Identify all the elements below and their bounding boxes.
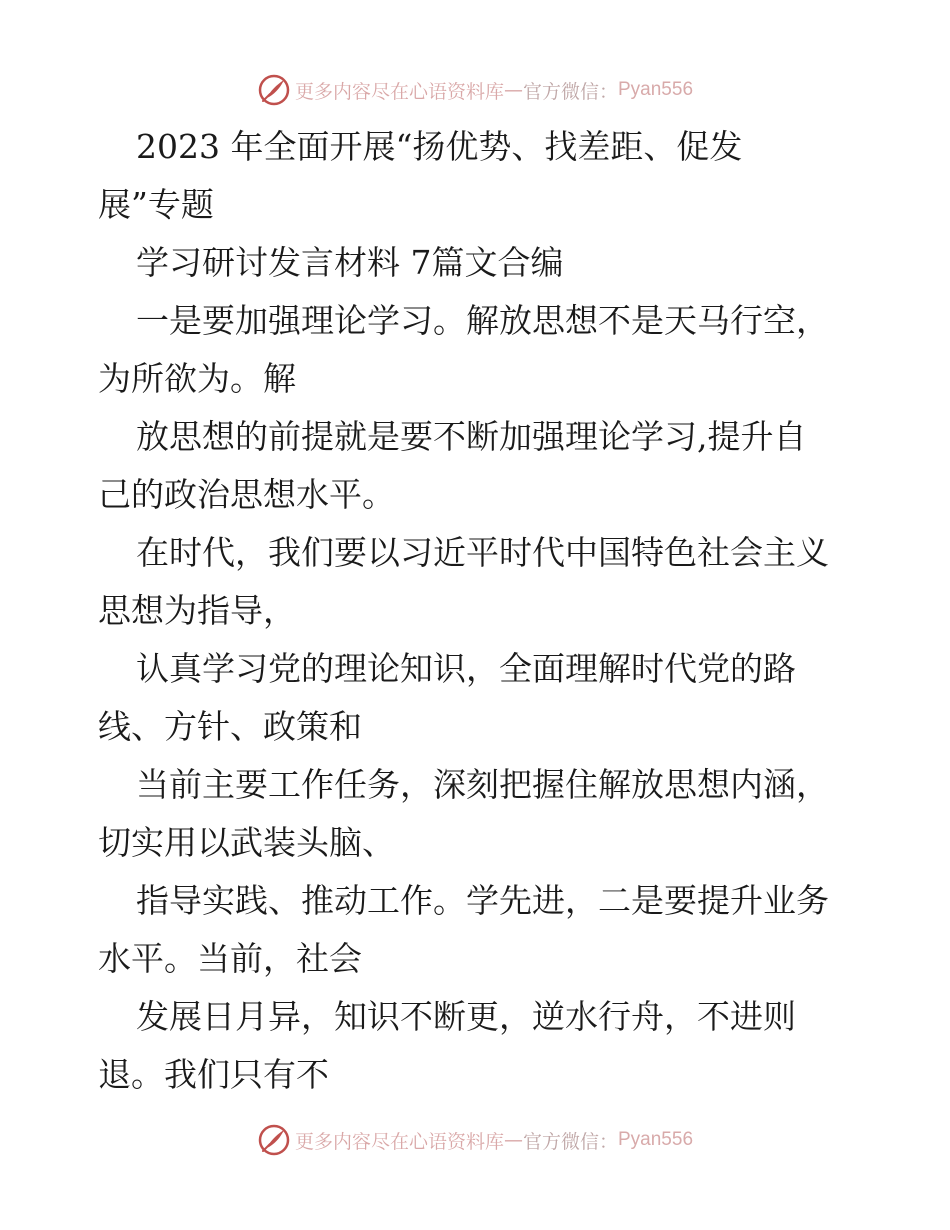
paragraph-line: 放思想的前提就是要不断加强理论学习,提升自 (136, 417, 807, 456)
banner-wechat-label: 官方微信： (522, 80, 618, 103)
doc-title-line-1: 2023 年全面开展“扬优势、找差距、促发 (136, 127, 743, 166)
doc-subtitle: 学习研讨发言材料 7篇文合编 (136, 243, 564, 282)
paragraph-line: 为所欲为。解 (98, 359, 296, 398)
quill-logo-icon (257, 73, 291, 107)
banner-brand-text: 更多内容尽在心语资料库 (294, 80, 504, 103)
paragraph-line: 退。我们只有不 (98, 1055, 329, 1094)
paragraph-line: 一是要加强理论学习。解放思想不是天马行空， (136, 301, 829, 340)
paragraph-line: 发展日月异，知识不断更，逆水行舟，不进则 (136, 997, 796, 1036)
quill-logo-icon (257, 1123, 291, 1157)
banner-separator: — (503, 1129, 523, 1151)
paragraph-line: 思想为指导， (98, 591, 296, 630)
paragraph-line: 在时代，我们要以习近平时代中国特色社会主义 (136, 533, 829, 572)
doc-title-line-2: 展”专题 (98, 185, 214, 224)
paragraph-line: 指导实践、推动工作。学先进，二是要提升业务 (136, 881, 829, 920)
banner-wechat-account: Pyan556 (618, 79, 694, 100)
banner-wechat-label: 官方微信： (522, 1130, 618, 1153)
banner-brand-text: 更多内容尽在心语资料库 (294, 1130, 504, 1153)
paragraph-line: 己的政治思想水平。 (98, 475, 395, 514)
paragraph-line: 水平。当前，社会 (98, 939, 362, 978)
header-banner (0, 70, 950, 110)
paragraph-line: 认真学习党的理论知识，全面理解时代党的路 (136, 649, 796, 688)
paragraph-line: 切实用以武装头脑、 (98, 823, 395, 862)
banner-separator: — (503, 79, 523, 101)
banner-wechat-account: Pyan556 (618, 1129, 694, 1150)
document-body (98, 118, 858, 1104)
paragraph-line: 当前主要工作任务，深刻把握住解放思想内涵， (136, 765, 829, 804)
paragraph-line: 线、方针、政策和 (98, 707, 362, 746)
footer-banner (0, 1120, 950, 1160)
